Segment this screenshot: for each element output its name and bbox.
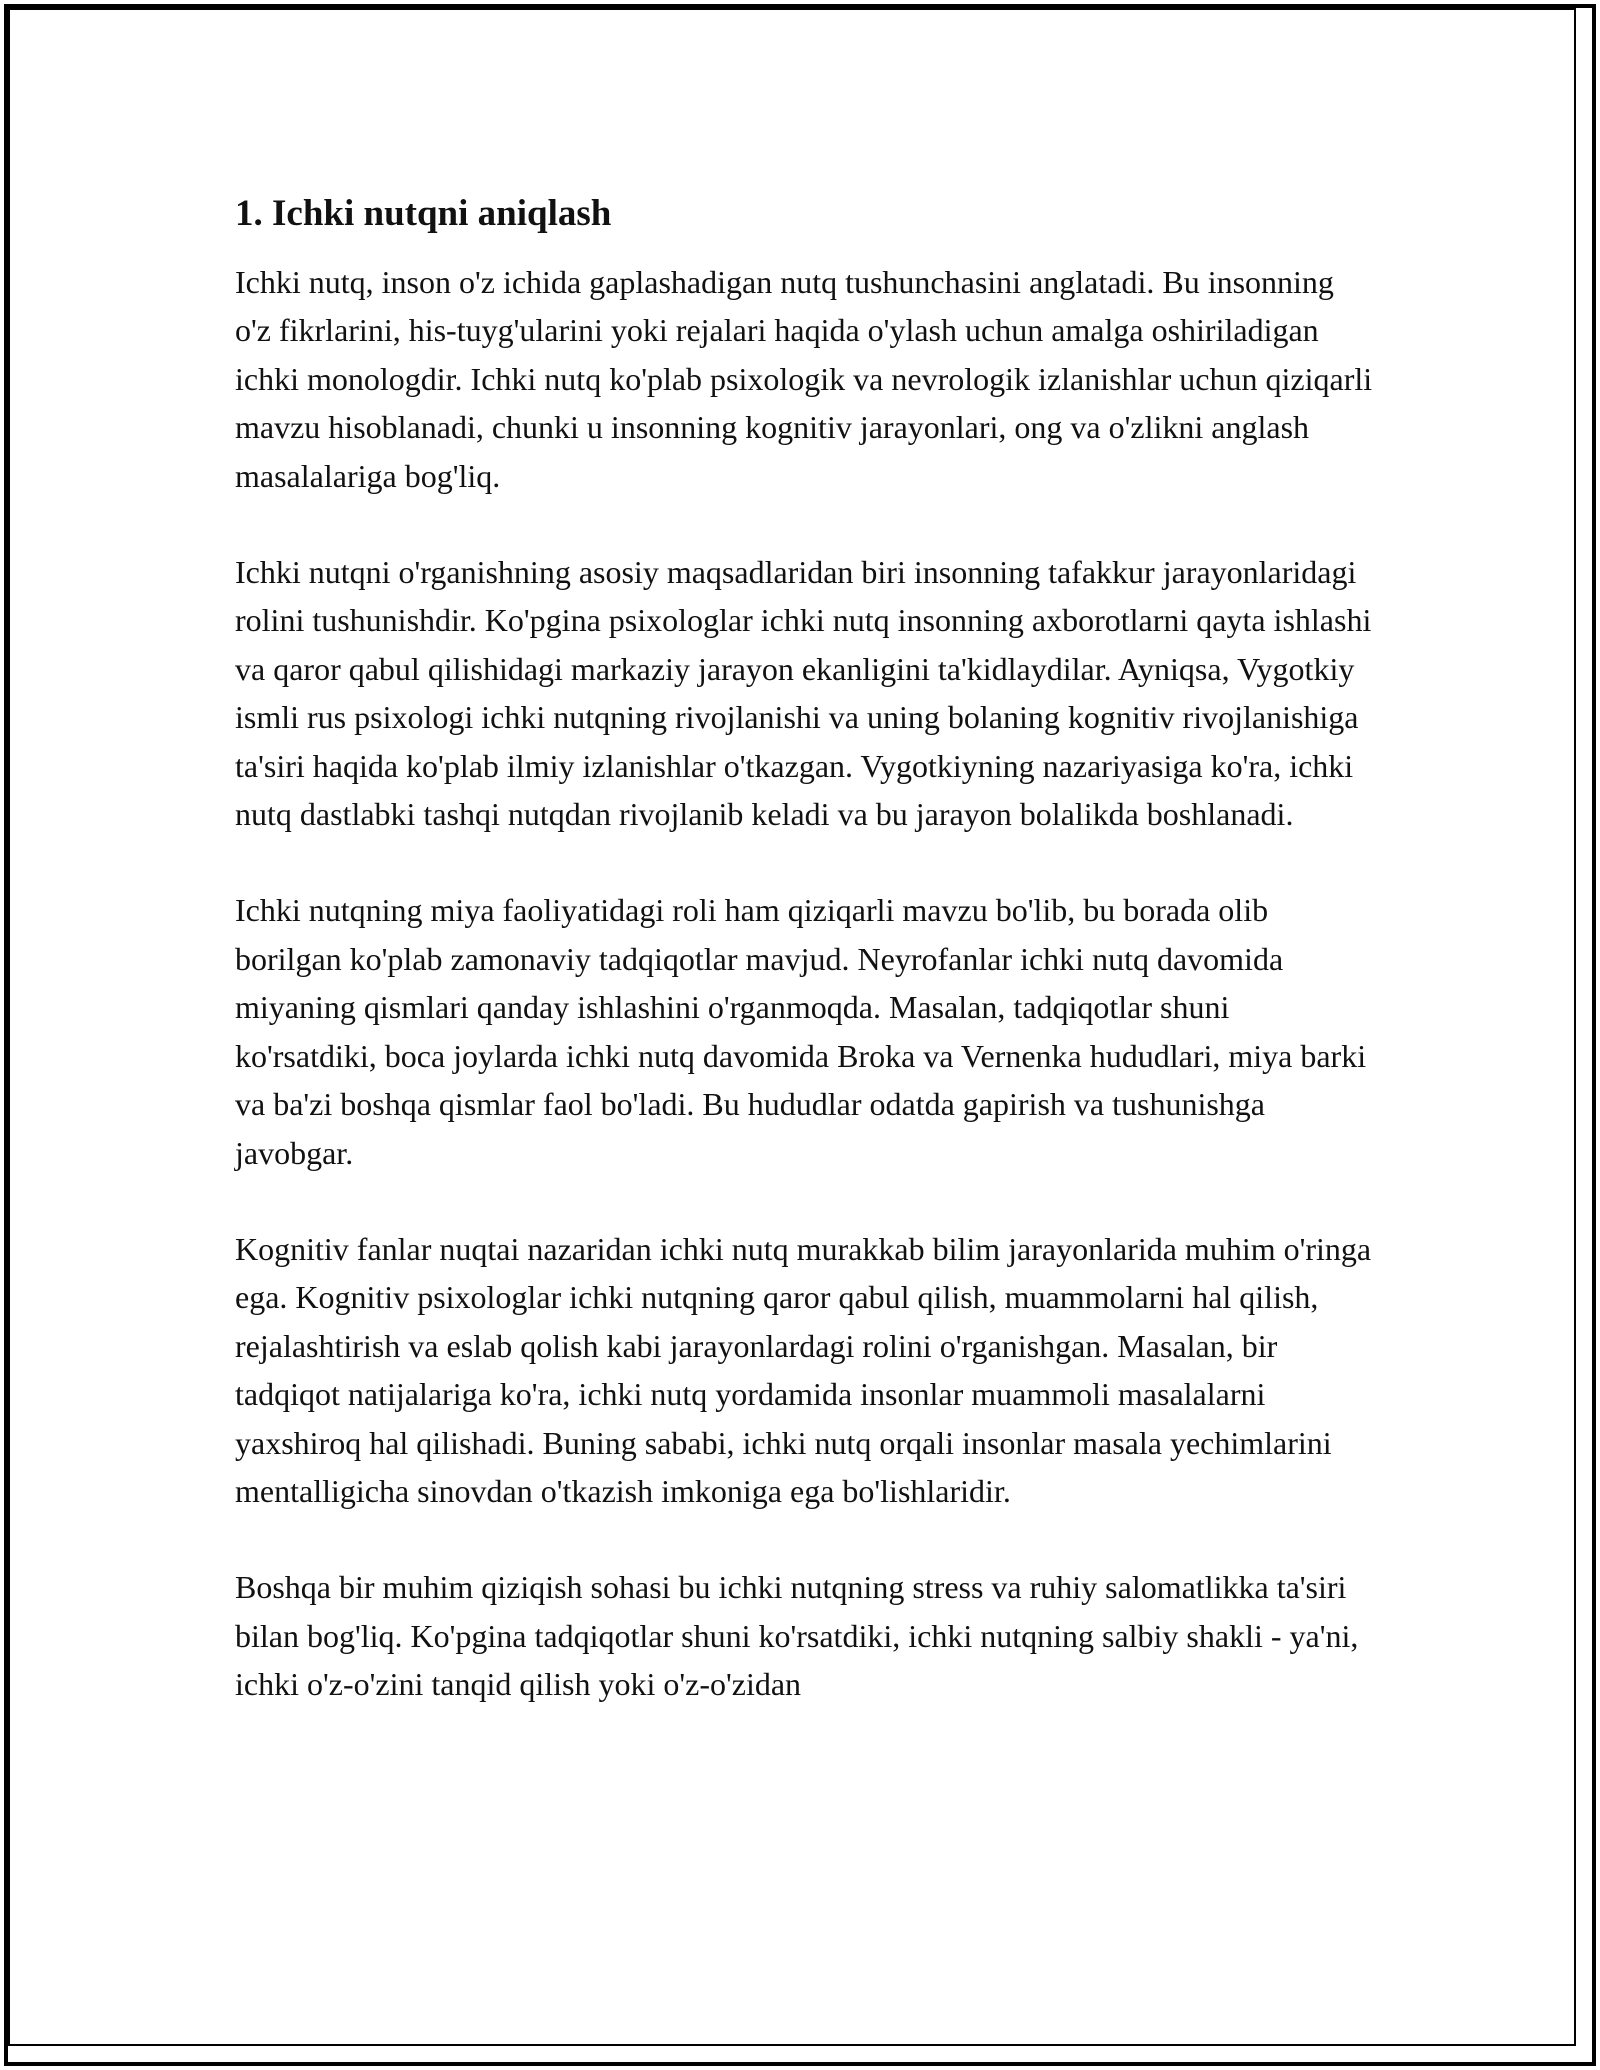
paragraph-4: Kognitiv fanlar nuqtai nazaridan ichki nutq murakkab bilim jarayonlarida muhim o'ringa ega. Kognitiv psixologlar ichki nutqning qaror qabul qilish, muammolarni hal qilish, rejalashtirish va eslab qolish kabi jarayonlardagi rolini o'rganishgan. Masalan, bir tadqiqot natijalariga ko'ra, ichki nutq yordamida insonlar muammoli masalalarni yaxshiroq hal qilishadi. Buning sababi, ichki nutq orqali insonlar masala yechimlarini mentalligicha sinovdan o'tkazish imkoniga ega bo'lishlaridir. <box>235 1230 1372 1509</box>
paragraph-5: Boshqa bir muhim qiziqish sohasi bu ichki nutqning stress va ruhiy salomatlikka ta'siri bilan bog'liq. Ko'pgina tadqiqotlar shuni ko'rsatdiki, ichki nutqning salbiy shakli - ya'ni, ichki o'z-o'zini tanqid qilish yoki o'z-o'zidan <box>235 1569 1359 1703</box>
section-heading: 1. Ichki nutqni aniqlash <box>235 193 612 234</box>
paragraph-2: Ichki nutqni o'rganishning asosiy maqsadlaridan biri insonning tafakkur jarayonlaridagi rolini tushunishdir. Ko'pgina psixologlar ichki nutq insonning axborotlarni qayta ishlashi va qaror qabul qilishidagi markaziy jarayon ekanligini ta'kidlaydilar. Ayniqsa, Vygotkiy ismli rus psixologi ichki nutqning rivojlanishi va uning bolaning kognitiv rivojlanishiga ta'siri haqida ko'plab ilmiy izlanishlar o'tkazgan. Vygotkiyning nazariyasiga ko'ra, ichki nutq dastlabki tashqi nutqdan rivojlanib keladi va bu jarayon bolalikda boshlanadi. <box>235 554 1372 833</box>
paragraph-1: Ichki nutq, inson o'z ichida gaplashadigan nutq tushunchasini anglatadi. Bu insonning o'z fikrlarini, his-tuyg'ularini yoki rejalari haqida o'ylash uchun amalga oshiriladigan ichki monologdir. Ichki nutq ko'plab psixologik va nevrologik izlanishlar uchun qiziqarli mavzu hisoblanadi, chunki u insonning kognitiv jarayonlari, ong va o'zlikni anglash masalalariga bog'liq. <box>235 264 1373 494</box>
document-body <box>235 187 1375 1709</box>
paragraph-3: Ichki nutqning miya faoliyatidagi roli ham qiziqarli mavzu bo'lib, bu borada olib borilgan ko'plab zamonaviy tadqiqotlar mavjud. Neyrofanlar ichki nutq davomida miyaning qismlari qanday ishlashini o'rganmoqda. Masalan, tadqiqotlar shuni ko'rsatdiki, boca joylarda ichki nutq davomida Broka va Vernenka hududlari, miya barki va ba'zi boshqa qismlar faol bo'ladi. Bu hududlar odatda gapirish va tushunishga javobgar. <box>235 892 1367 1171</box>
